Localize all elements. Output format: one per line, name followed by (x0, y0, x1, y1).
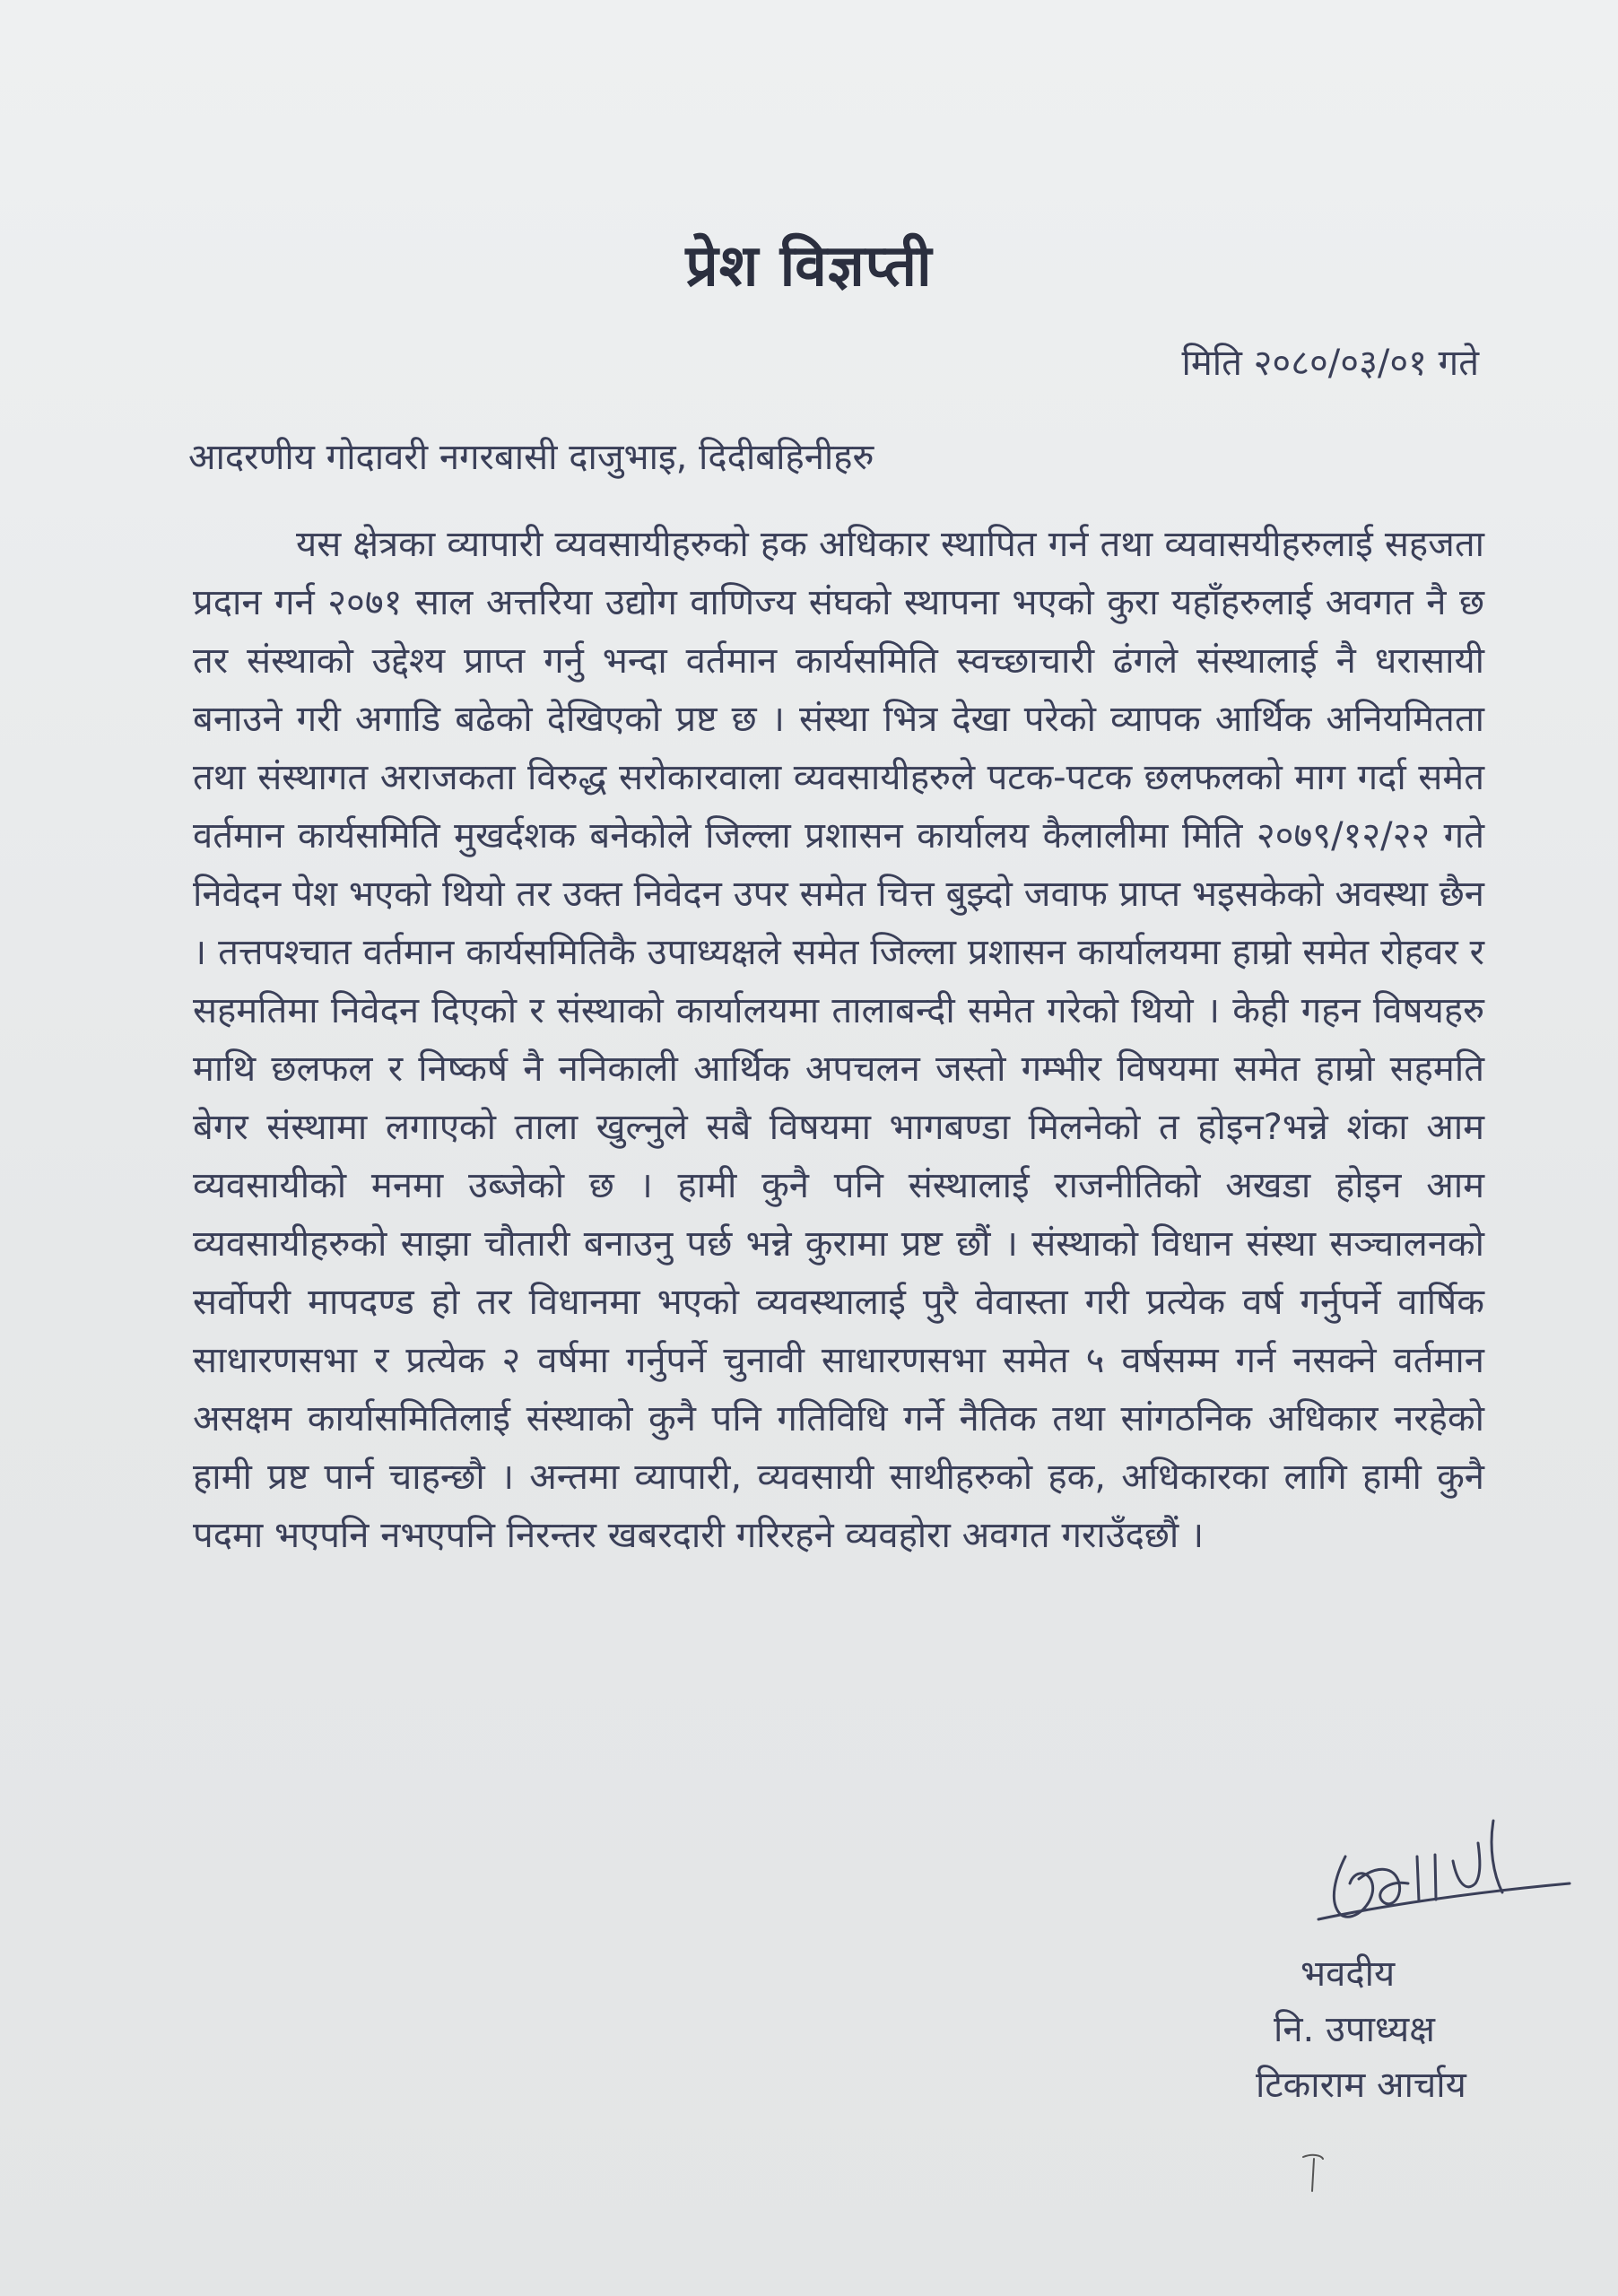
handwritten-signature (1309, 1794, 1579, 1937)
closing-block (1256, 1946, 1466, 2113)
stray-pen-mark (1296, 2148, 1332, 2202)
closing-line-sincerely: भवदीय (1300, 1953, 1396, 1995)
salutation: आदरणीय गोदावरी नगरबासी दाजुभाइ, दिदीबहिनीहरु (188, 437, 874, 478)
document-title: प्रेश विज्ञप्ती (685, 233, 933, 300)
closing-line-name: टिकाराम आर्चाय (1256, 2065, 1466, 2106)
body-text (193, 516, 1484, 1565)
closing-line-designation: नि. उपाध्यक्ष (1274, 2009, 1435, 2050)
document-date: मिति २०८०/०३/०१ गते (1181, 343, 1479, 384)
body-paragraph: यस क्षेत्रका व्यापारी व्यवसायीहरुको हक अधिकार स्थापित गर्न तथा व्यवासयीहरुलाई सहजता प्रदान गर्न २०७१ साल अत्तरिया उद्योग वाणिज्य संघको स्थापना भएको कुरा यहाँहरुलाई अवगत नै छ तर संस्थाको उद्देश्य प्राप्त गर्नु भन्दा वर्तमान कार्यसमिति स्वच्छाचारी ढंगले संस्थालाई नै धरासायी बनाउने गरी अगाडि बढेको देखिएको प्रष्ट छ । संस्था भित्र देखा परेको व्यापक आर्थिक अनियमितता तथा संस्थागत अराजकता विरुद्ध सरोकारवाला व्यवसायीहरुले पटक-पटक छलफलको माग गर्दा समेत वर्तमान कार्यसमिति मुखर्दशक बनेकोले जिल्ला प्रशासन कार्यालय कैलालीमा मिति २०७९/१२/२२ गते निवेदन पेश भएको थियो तर उक्त निवेदन उपर समेत चित्त बुझ्दो जवाफ प्राप्त भइसकेको अवस्था छैन । तत्तपश्चात वर्तमान कार्यसमितिकै उपाध्यक्षले समेत जिल्ला प्रशासन कार्यालयमा हाम्रो समेत रोहवर र सहमतिमा निवेदन दिएको र संस्थाको कार्यालयमा तालाबन्दी समेत गरेको थियो । केही गहन विषयहरु माथि छलफल र निष्कर्ष नै ननिकाली आर्थिक अपचलन जस्तो गम्भीर विषयमा समेत हाम्रो सहमति बेगर संस्थामा लगाएको ताला खुल्नुले सबै विषयमा भागबण्डा मिलनेको त होइन?भन्ने शंका आम व्यवसायीको मनमा उब्जेको छ । हामी कुनै पनि संस्थालाई राजनीतिको अखडा होइन आम व्यवसायीहरुको साझा चौतारी बनाउनु पर्छ भन्ने कुरामा प्रष्ट छौं । संस्थाको विधान संस्था सञ्चालनको सर्वोपरी मापदण्ड हो तर विधानमा भएको व्यवस्थालाई पुरै वेवास्ता गरी प्रत्येक वर्ष गर्नुपर्ने वार्षिक साधारणसभा र प्रत्येक २ वर्षमा गर्नुपर्ने चुनावी साधारणसभा समेत ५ वर्षसम्म गर्न नसक्ने वर्तमान असक्षम कार्यासमितिलाई संस्थाको कुनै पनि गतिविधि गर्ने नैतिक तथा सांगठनिक अधिकार नरहेको हामी प्रष्ट पार्न चाहन्छौ । अन्तमा व्यापारी, व्यवसायी साथीहरुको हक, अधिकारका लागि हामी कुनै पदमा भएपनि नभएपनि निरन्तर खबरदारी गरिरहने व्यवहोरा अवगत गराउँदछौं । (193, 524, 1484, 1556)
